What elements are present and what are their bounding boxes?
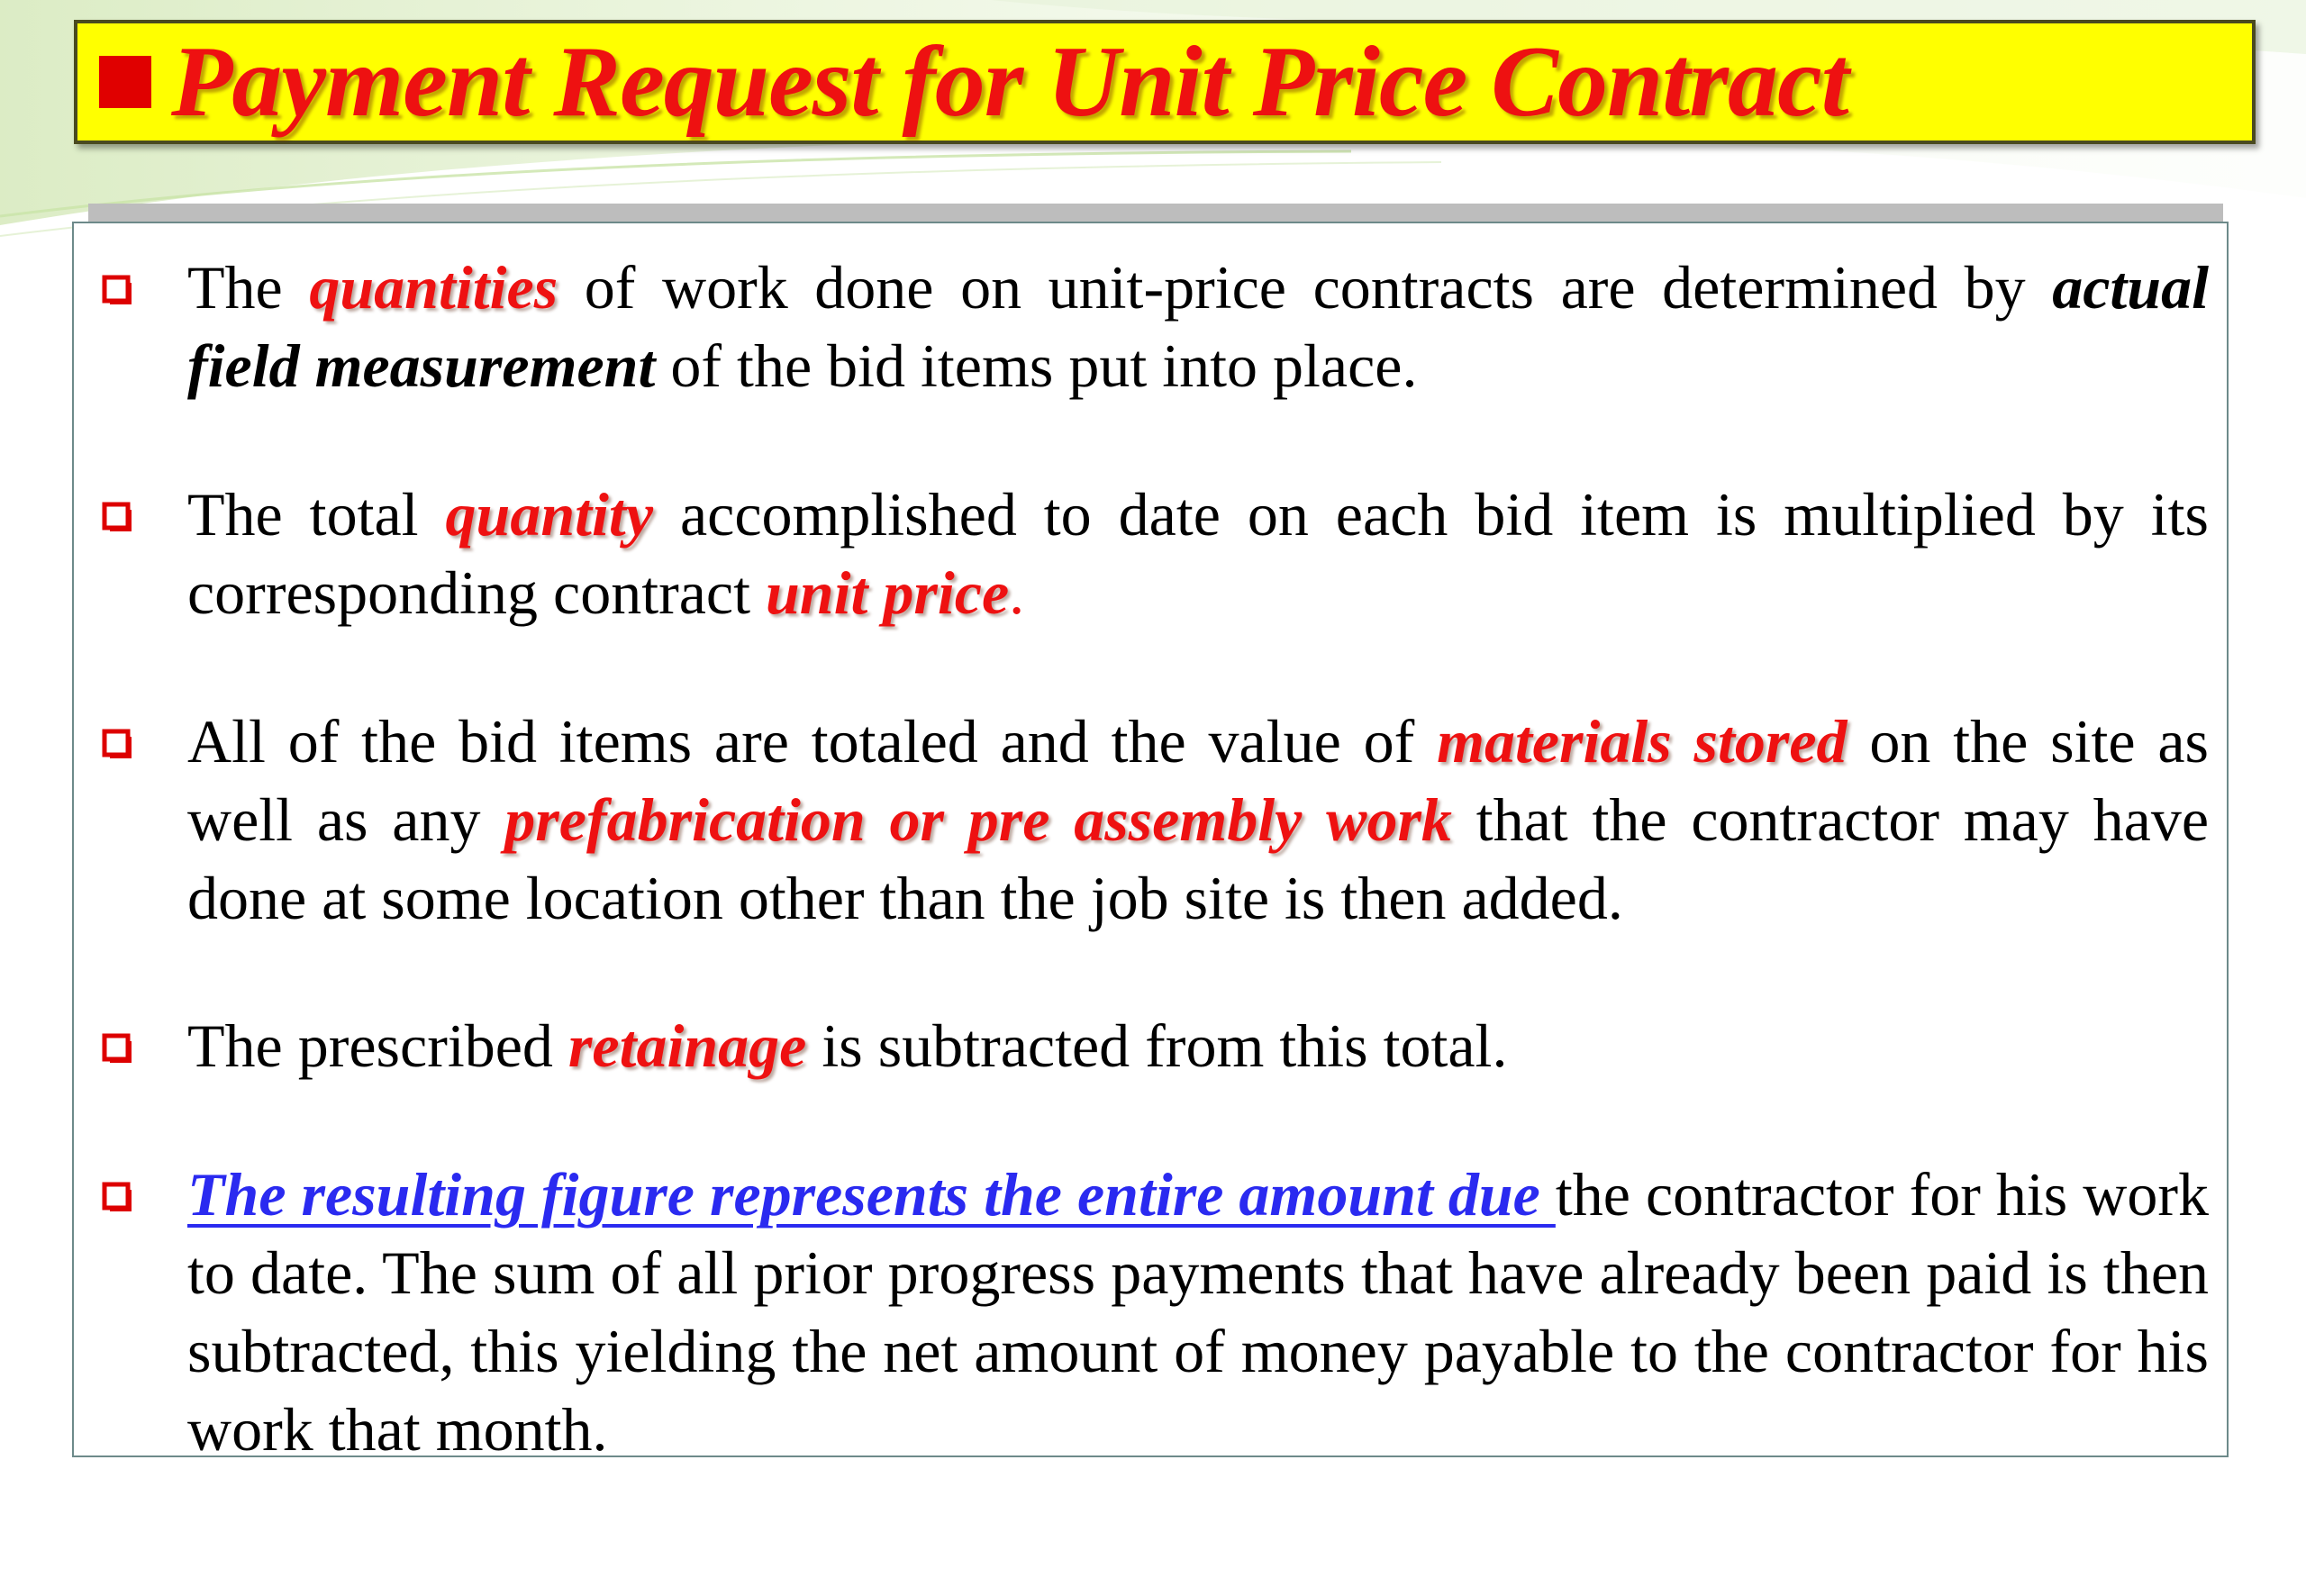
text-segment: is subtracted from this total. — [806, 1011, 1508, 1080]
text-segment: The — [187, 253, 310, 322]
emphasis-term: unit price — [765, 558, 1010, 627]
emphasis-term: materials stored — [1437, 707, 1848, 775]
text-segment: the contractor for his work to date. The sum of all prior progress payments that have already been paid is then subtracted, this yielding the net amount of money payable to the contractor for his work that month. — [187, 1160, 2209, 1464]
bullet-text — [187, 1156, 2209, 1469]
text-segment: of work done on unit-price contracts are determined by — [558, 253, 2053, 322]
text-segment: on the site as well as any — [187, 707, 2209, 854]
text-segment: that the contractor may have done at some location other than the job site is then added. — [187, 785, 2209, 932]
hollow-square-bullet-icon — [101, 728, 133, 760]
hollow-square-bullet-icon — [101, 274, 133, 306]
hollow-square-bullet-icon — [101, 1032, 133, 1065]
bullet-text — [187, 703, 2209, 938]
text-segment: accomplished to date on each bid item is multiplied by its corresponding contract — [187, 480, 2210, 627]
text-segment: All of the bid items are totaled and the value of — [187, 707, 1438, 775]
bullet-text — [187, 1007, 2209, 1085]
text-segment: The prescribed — [187, 1011, 568, 1080]
red-square-icon — [99, 56, 151, 108]
emphasis-term: retainage — [567, 1011, 807, 1080]
content-box — [72, 222, 2229, 1464]
title-banner — [74, 20, 2256, 144]
hyperlink-text[interactable]: The resulting figure represents the entire amount due — [187, 1160, 1556, 1229]
emphasis-term: prefabrication or pre assembly work — [504, 785, 1452, 854]
text-segment: . — [1009, 558, 1025, 627]
bullet-text — [187, 249, 2209, 405]
bullet-text — [187, 476, 2209, 632]
hollow-square-bullet-icon — [101, 1181, 133, 1213]
text-segment: of the bid items put into place. — [655, 331, 1418, 400]
text-segment: The total — [187, 480, 446, 549]
hollow-square-bullet-icon — [101, 501, 133, 533]
emphasis-term: actual field measurement — [187, 253, 2209, 400]
emphasis-term: quantity — [445, 480, 653, 549]
emphasis-term: quantities — [309, 253, 558, 322]
page-title: Payment Request for Unit Price Contract — [171, 26, 1848, 138]
